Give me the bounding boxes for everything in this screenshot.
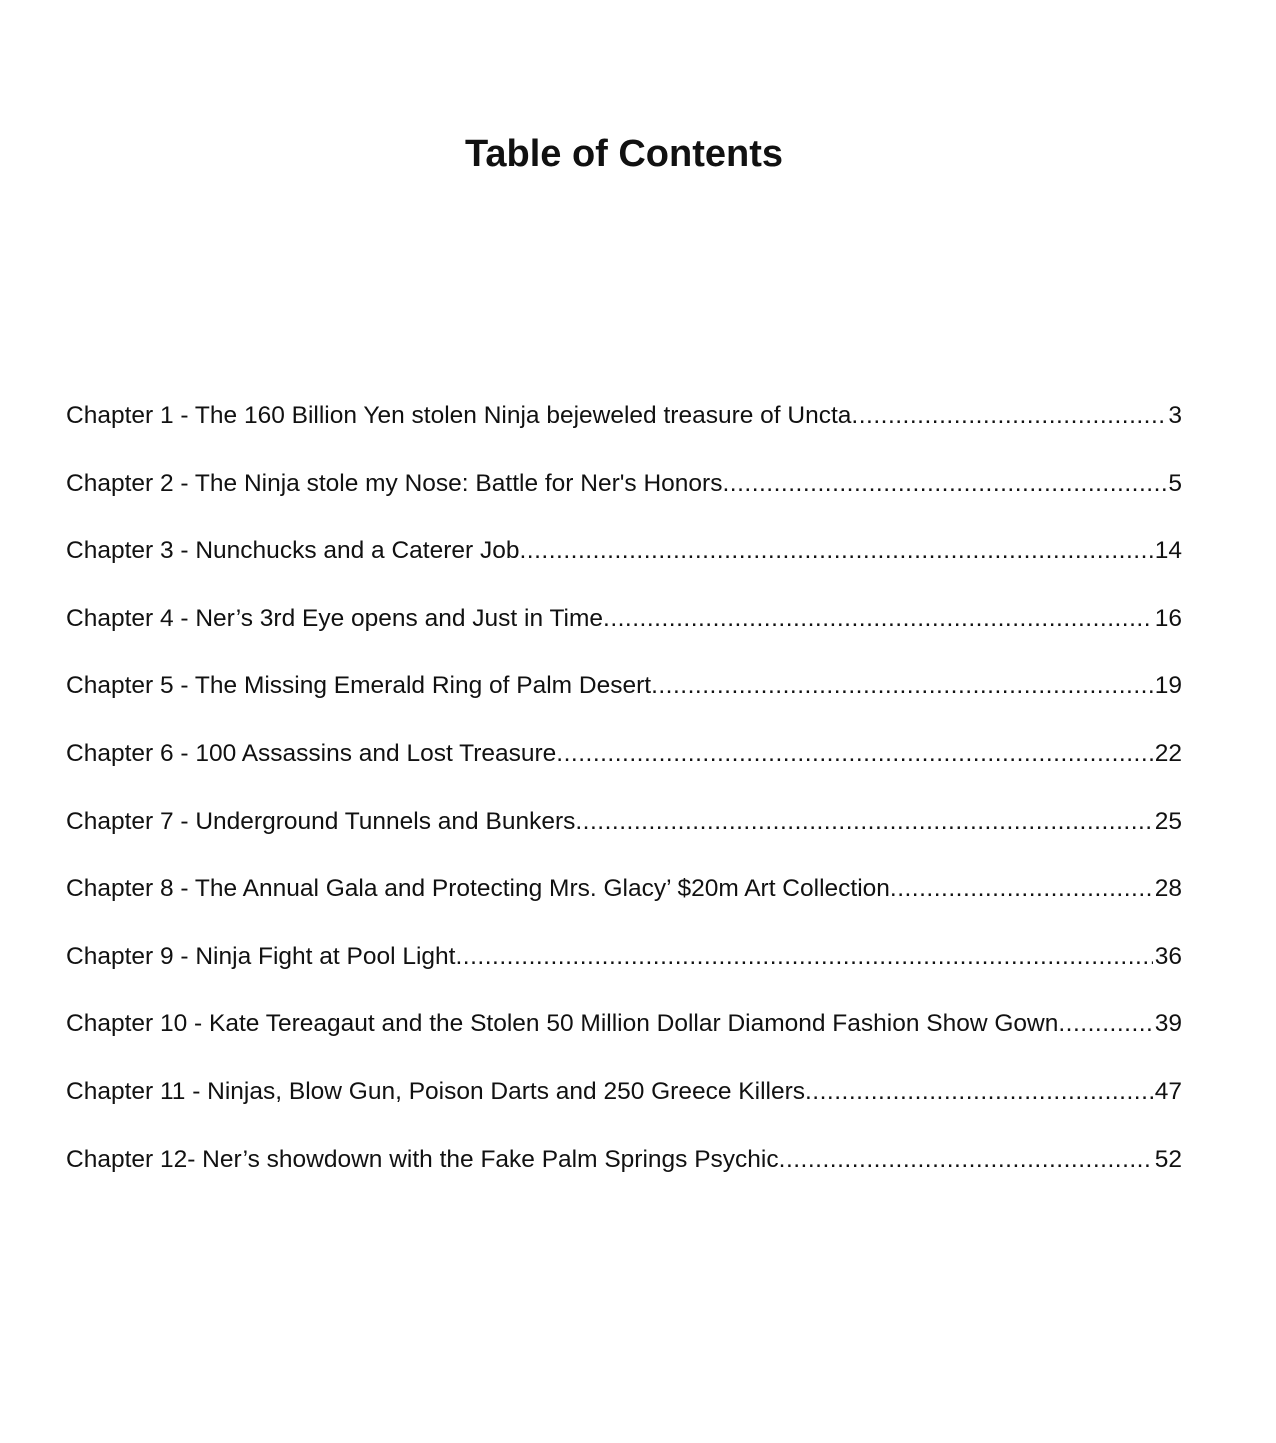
dot-leader	[779, 1140, 1153, 1180]
toc-entry-title: Chapter 11 - Ninjas, Blow Gun, Poison Darts and 250 Greece Killers	[66, 1077, 805, 1105]
toc-page-number: 22	[1154, 739, 1182, 767]
toc-entry-title: Chapter 6 - 100 Assassins and Lost Treasure	[66, 739, 557, 767]
toc-entry	[66, 1004, 1182, 1072]
dot-leader	[456, 937, 1153, 977]
toc-entry-title: Chapter 10 - Kate Tereagaut and the Stolen 50 Million Dollar Diamond Fashion Show Gown	[66, 1010, 1059, 1038]
toc-page-number: 28	[1154, 875, 1182, 903]
toc-entry-title: Chapter 3 - Nunchucks and a Caterer Job	[66, 537, 520, 565]
toc-entry-title: Chapter 1 - The 160 Billion Yen stolen Ninja bejeweled treasure of Uncta	[66, 402, 852, 429]
toc-page-number: 52	[1154, 1145, 1182, 1173]
toc-entry-title: Chapter 9 - Ninja Fight at Pool Light	[66, 942, 456, 970]
dot-leader	[805, 1072, 1153, 1112]
toc-page-number: 39	[1154, 1010, 1182, 1038]
dot-leader	[890, 869, 1153, 909]
dot-leader	[851, 396, 1166, 436]
toc-entry	[66, 599, 1182, 667]
toc-entry-title: Chapter 7 - Underground Tunnels and Bunkers	[66, 807, 576, 835]
toc-entry	[66, 734, 1182, 802]
toc-page-number: 47	[1154, 1077, 1182, 1105]
dot-leader	[722, 464, 1166, 504]
dot-leader	[603, 599, 1153, 639]
toc-entry	[66, 531, 1182, 599]
toc-entry	[66, 1072, 1182, 1140]
toc-page-number: 5	[1168, 469, 1182, 497]
toc-entry	[66, 666, 1182, 734]
dot-leader	[556, 734, 1152, 774]
toc-page-number: 3	[1168, 402, 1182, 429]
dot-leader	[1058, 1004, 1152, 1044]
toc-entry	[66, 869, 1182, 937]
dot-leader	[520, 531, 1153, 571]
toc-entry	[66, 802, 1182, 870]
toc-page-number: 19	[1154, 672, 1182, 700]
toc-entry	[66, 937, 1182, 1005]
dot-leader	[651, 666, 1153, 706]
toc-entry-title: Chapter 4 - Ner’s 3rd Eye opens and Just in Time	[66, 604, 604, 632]
toc-entry-title: Chapter 12- Ner’s showdown with the Fake Palm Springs Psychic	[66, 1145, 779, 1173]
toc-page-number: 16	[1154, 604, 1182, 632]
page-title: Table of Contents	[464, 133, 784, 175]
toc-page-number: 36	[1154, 942, 1182, 970]
toc-entry	[66, 464, 1182, 532]
toc-entry	[66, 1140, 1182, 1208]
toc-entry-title: Chapter 2 - The Ninja stole my Nose: Battle for Ner's Honors	[66, 469, 723, 497]
toc-entry	[66, 396, 1182, 464]
toc-entry-title: Chapter 8 - The Annual Gala and Protecting Mrs. Glacy’ $20m Art Collection	[66, 875, 890, 903]
toc-entry-title: Chapter 5 - The Missing Emerald Ring of Palm Desert	[66, 672, 652, 700]
dot-leader	[575, 802, 1152, 842]
toc-page-number: 25	[1154, 807, 1182, 835]
toc-list	[66, 396, 1182, 1207]
toc-page-number: 14	[1154, 537, 1182, 565]
